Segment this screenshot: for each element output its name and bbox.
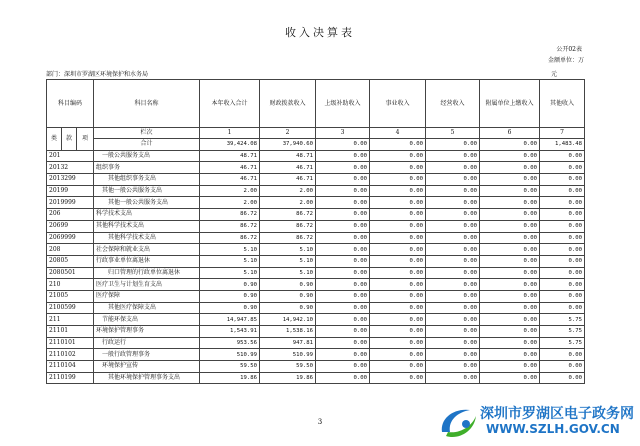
amount-cell: 0.00: [480, 349, 540, 361]
amount-cell: 5.10: [200, 267, 260, 279]
amount-cell: 0.00: [316, 255, 370, 267]
amount-cell: 0.00: [426, 174, 480, 186]
amount-cell: 510.99: [260, 349, 316, 361]
table-row: [47, 162, 585, 174]
table-row: [47, 220, 585, 232]
amount-cell: 0.00: [370, 337, 426, 349]
col-number: 1: [200, 128, 260, 139]
col-number: 5: [426, 128, 480, 139]
amount-cell: 5.10: [260, 267, 316, 279]
subject-code-cell: 2069999: [47, 232, 94, 244]
amount-cell: 0.00: [316, 220, 370, 232]
amount-cell: 0.00: [480, 302, 540, 314]
amount-cell: 0.00: [370, 174, 426, 186]
total-cell: 1,483.48: [540, 139, 585, 151]
col-header-kuan: 款: [62, 128, 77, 151]
table-row: [47, 244, 585, 256]
subject-code-cell: 2013299: [47, 174, 94, 186]
subject-code-cell: 208: [47, 244, 94, 256]
amount-cell: 0.00: [540, 361, 585, 373]
amount-cell: 0.00: [370, 244, 426, 256]
amount-cell: 0.00: [540, 290, 585, 302]
amount-cell: 0.00: [316, 361, 370, 373]
subject-code-cell: 20199: [47, 185, 94, 197]
table-row: [47, 372, 585, 384]
amount-cell: 0.90: [200, 290, 260, 302]
subject-name-cell: 环境保护管理事务: [94, 326, 200, 338]
amount-cell: 0.00: [370, 302, 426, 314]
amount-cell: 0.00: [480, 197, 540, 209]
total-cell: 0.00: [426, 139, 480, 151]
amount-cell: 5.10: [200, 244, 260, 256]
amount-cell: 0.00: [316, 267, 370, 279]
subject-code-cell: 2100599: [47, 302, 94, 314]
subject-name-cell: 归口管理的行政单位离退休: [94, 267, 200, 279]
table-row: [47, 197, 585, 209]
subject-name-cell: 其他科学技术支出: [94, 220, 200, 232]
amount-cell: 0.00: [316, 244, 370, 256]
subject-name-cell: 一般公共服务支出: [94, 150, 200, 162]
amount-cell: 14,947.85: [200, 314, 260, 326]
amount-cell: 0.00: [370, 349, 426, 361]
amount-cell: 0.00: [540, 232, 585, 244]
amount-cell: 86.72: [260, 209, 316, 221]
amount-cell: 0.00: [480, 232, 540, 244]
amount-cell: 5.10: [260, 255, 316, 267]
amount-cell: 0.00: [316, 326, 370, 338]
amount-cell: 0.00: [426, 314, 480, 326]
amount-cell: 0.00: [316, 279, 370, 291]
amount-cell: 0.00: [370, 314, 426, 326]
amount-cell: 0.00: [316, 209, 370, 221]
table-row: [47, 290, 585, 302]
amount-cell: 0.00: [426, 232, 480, 244]
amount-cell: 0.00: [540, 150, 585, 162]
amount-cell: 510.99: [200, 349, 260, 361]
subject-code-cell: 2110101: [47, 337, 94, 349]
amount-cell: 0.00: [480, 150, 540, 162]
amount-cell: 0.90: [260, 279, 316, 291]
amount-cell: 0.00: [426, 337, 480, 349]
amount-cell: 2.00: [260, 185, 316, 197]
col-header-xiang: 项: [77, 128, 94, 151]
subject-code-cell: 20805: [47, 255, 94, 267]
amount-cell: 0.00: [540, 372, 585, 384]
amount-cell: 86.72: [200, 220, 260, 232]
subject-name-cell: 其他环境保护管理事务支出: [94, 372, 200, 384]
amount-cell: 0.00: [426, 255, 480, 267]
col-header-business: 事业收入: [370, 80, 426, 128]
total-cell: 0.00: [316, 139, 370, 151]
amount-cell: 1,538.16: [260, 326, 316, 338]
amount-cell: 0.00: [370, 372, 426, 384]
table-row: [47, 267, 585, 279]
subject-name-cell: 其他一般公共服务支出: [94, 185, 200, 197]
subject-name-cell: 行政运行: [94, 337, 200, 349]
col-number: 6: [480, 128, 540, 139]
amount-cell: 0.00: [316, 162, 370, 174]
table-row: [47, 361, 585, 373]
table-row: [47, 209, 585, 221]
amount-cell: 2.00: [260, 197, 316, 209]
amount-unit-label: 金额单位：万: [547, 57, 584, 64]
amount-cell: 5.10: [260, 244, 316, 256]
amount-cell: 46.71: [260, 174, 316, 186]
col-number: 4: [370, 128, 426, 139]
col-number: 3: [316, 128, 370, 139]
amount-cell: 0.00: [426, 326, 480, 338]
total-row: [47, 139, 585, 151]
col-header-operating: 经营收入: [426, 80, 480, 128]
table-row: [47, 337, 585, 349]
subject-name-cell: 其他科学技术支出: [94, 232, 200, 244]
amount-cell: 0.00: [540, 302, 585, 314]
amount-cell: 0.00: [370, 326, 426, 338]
amount-cell: 0.00: [480, 244, 540, 256]
subject-name-cell: 社会保障和就业支出: [94, 244, 200, 256]
col-number: 7: [540, 128, 585, 139]
amount-cell: 0.00: [480, 174, 540, 186]
amount-cell: 0.00: [480, 361, 540, 373]
col-header-affiliated: 附属单位上缴收入: [480, 80, 540, 128]
amount-cell: 0.00: [316, 232, 370, 244]
amount-cell: 59.50: [200, 361, 260, 373]
amount-unit-continued: 元: [551, 71, 558, 78]
amount-cell: 0.00: [540, 209, 585, 221]
amount-cell: 947.81: [260, 337, 316, 349]
col-number: 2: [260, 128, 316, 139]
table-row: [47, 326, 585, 338]
subject-name-cell: 医疗卫生与计划生育支出: [94, 279, 200, 291]
amount-cell: 0.00: [480, 372, 540, 384]
subject-code-cell: 20699: [47, 220, 94, 232]
col-header-code: 科目编码: [47, 80, 94, 128]
amount-cell: 0.00: [540, 279, 585, 291]
amount-cell: 0.00: [426, 209, 480, 221]
total-cell: 0.00: [480, 139, 540, 151]
amount-cell: 46.71: [200, 162, 260, 174]
amount-cell: 0.00: [480, 267, 540, 279]
table-row: [47, 255, 585, 267]
subject-name-cell: 其他组织事务支出: [94, 174, 200, 186]
amount-cell: 0.90: [200, 302, 260, 314]
total-cell: 39,424.08: [200, 139, 260, 151]
watermark: [434, 400, 640, 444]
col-header-name: 科目名称: [94, 80, 200, 128]
col-header-lanci: 栏次: [94, 128, 200, 139]
amount-cell: 0.00: [480, 326, 540, 338]
amount-cell: 0.00: [540, 174, 585, 186]
total-label: 合计: [94, 139, 200, 151]
amount-cell: 0.00: [540, 220, 585, 232]
amount-cell: 0.00: [426, 197, 480, 209]
amount-cell: 1,543.91: [200, 326, 260, 338]
amount-cell: 0.00: [316, 302, 370, 314]
amount-cell: 0.00: [480, 209, 540, 221]
subject-code-cell: 211: [47, 314, 94, 326]
subject-name-cell: 行政事业单位离退休: [94, 255, 200, 267]
table-row: [47, 185, 585, 197]
amount-cell: 0.90: [260, 290, 316, 302]
table-row: [47, 302, 585, 314]
amount-cell: 0.00: [370, 290, 426, 302]
subject-name-cell: 医疗保障: [94, 290, 200, 302]
amount-cell: 0.00: [370, 255, 426, 267]
page-title: 收入决算表: [285, 26, 355, 39]
page-number: 3: [317, 418, 323, 426]
amount-cell: 2.00: [200, 197, 260, 209]
amount-cell: 0.00: [426, 349, 480, 361]
amount-cell: 0.00: [316, 372, 370, 384]
amount-cell: 0.00: [370, 209, 426, 221]
doc-code: 公开02表: [556, 46, 582, 53]
amount-cell: 86.72: [260, 232, 316, 244]
table-row: [47, 349, 585, 361]
amount-cell: 0.00: [540, 185, 585, 197]
watermark-url: WWW.SZLH.GOV.CN: [486, 422, 620, 436]
amount-cell: 0.90: [260, 302, 316, 314]
col-header-fiscal: 财政拨款收入: [260, 80, 316, 128]
amount-cell: 2.00: [200, 185, 260, 197]
amount-cell: 0.00: [426, 372, 480, 384]
amount-cell: 0.00: [316, 197, 370, 209]
amount-cell: 0.00: [480, 220, 540, 232]
subject-name-cell: 组织事务: [94, 162, 200, 174]
amount-cell: 59.50: [260, 361, 316, 373]
amount-cell: 0.00: [426, 162, 480, 174]
subject-code-cell: 210: [47, 279, 94, 291]
amount-cell: 5.10: [200, 255, 260, 267]
amount-cell: 0.00: [316, 349, 370, 361]
amount-cell: 0.00: [480, 185, 540, 197]
amount-cell: 0.00: [540, 162, 585, 174]
amount-cell: 0.00: [540, 197, 585, 209]
amount-cell: 86.72: [200, 209, 260, 221]
table-row: [47, 232, 585, 244]
amount-cell: 0.00: [426, 267, 480, 279]
table-row: [47, 174, 585, 186]
amount-cell: 0.00: [370, 361, 426, 373]
amount-cell: 0.00: [426, 244, 480, 256]
amount-cell: 0.00: [426, 220, 480, 232]
amount-cell: 0.00: [316, 150, 370, 162]
subject-code-cell: 21005: [47, 290, 94, 302]
department-label: 部门：深圳市罗湖区环境保护和水务局: [46, 71, 149, 78]
amount-cell: 0.00: [316, 314, 370, 326]
amount-cell: 0.00: [370, 150, 426, 162]
amount-cell: 0.00: [370, 267, 426, 279]
amount-cell: 0.00: [540, 244, 585, 256]
amount-cell: 0.00: [426, 150, 480, 162]
amount-cell: 0.00: [316, 185, 370, 197]
amount-cell: 0.00: [370, 185, 426, 197]
amount-cell: 48.71: [260, 150, 316, 162]
amount-cell: 5.75: [540, 326, 585, 338]
table-row: [47, 279, 585, 291]
subject-code-cell: 206: [47, 209, 94, 221]
income-table: [46, 79, 585, 384]
amount-cell: 0.00: [426, 361, 480, 373]
amount-cell: 0.00: [426, 302, 480, 314]
table-row: [47, 150, 585, 162]
amount-cell: 86.72: [260, 220, 316, 232]
subject-code-cell: 201: [47, 150, 94, 162]
swoosh-logo-icon: [436, 402, 480, 442]
amount-cell: 953.56: [200, 337, 260, 349]
amount-cell: 0.00: [316, 290, 370, 302]
amount-cell: 19.86: [200, 372, 260, 384]
subject-code-cell: 2110199: [47, 372, 94, 384]
subject-name-cell: 科学技术支出: [94, 209, 200, 221]
amount-cell: 14,942.10: [260, 314, 316, 326]
subject-name-cell: 其他一般公共服务支出: [94, 197, 200, 209]
amount-cell: 5.75: [540, 314, 585, 326]
amount-cell: 0.00: [370, 279, 426, 291]
amount-cell: 0.00: [540, 267, 585, 279]
amount-cell: 46.71: [260, 162, 316, 174]
amount-cell: 0.00: [370, 197, 426, 209]
table-row: [47, 314, 585, 326]
subject-name-cell: 其他医疗保障支出: [94, 302, 200, 314]
subject-code-cell: 2110102: [47, 349, 94, 361]
amount-cell: 0.00: [426, 279, 480, 291]
total-cell: 37,940.60: [260, 139, 316, 151]
amount-cell: 46.71: [200, 174, 260, 186]
amount-cell: 0.00: [480, 162, 540, 174]
amount-cell: 0.00: [480, 314, 540, 326]
subject-code-cell: 20132: [47, 162, 94, 174]
amount-cell: 0.00: [426, 290, 480, 302]
amount-cell: 0.00: [370, 162, 426, 174]
subject-name-cell: 一般行政管理事务: [94, 349, 200, 361]
amount-cell: 0.00: [540, 255, 585, 267]
amount-cell: 0.90: [200, 279, 260, 291]
amount-cell: 0.00: [540, 349, 585, 361]
col-header-other: 其他收入: [540, 80, 585, 128]
amount-cell: 0.00: [480, 290, 540, 302]
total-cell: 0.00: [370, 139, 426, 151]
subject-name-cell: 环境保护宣传: [94, 361, 200, 373]
subject-code-cell: 21101: [47, 326, 94, 338]
amount-cell: 0.00: [316, 174, 370, 186]
col-header-lei: 类: [47, 128, 62, 151]
amount-cell: 86.72: [200, 232, 260, 244]
col-header-total: 本年收入合计: [200, 80, 260, 128]
amount-cell: 19.86: [260, 372, 316, 384]
amount-cell: 0.00: [370, 220, 426, 232]
amount-cell: 0.00: [480, 337, 540, 349]
amount-cell: 0.00: [480, 255, 540, 267]
amount-cell: 48.71: [200, 150, 260, 162]
subject-code-cell: 2080501: [47, 267, 94, 279]
subject-name-cell: 节能环保支出: [94, 314, 200, 326]
amount-cell: 0.00: [480, 279, 540, 291]
table-body: [47, 150, 585, 384]
subject-code-cell: 2019999: [47, 197, 94, 209]
amount-cell: 0.00: [316, 337, 370, 349]
amount-cell: 0.00: [426, 185, 480, 197]
col-header-upper: 上级补助收入: [316, 80, 370, 128]
watermark-site-name: 深圳市罗湖区电子政务网: [480, 406, 634, 422]
subject-code-cell: 2110104: [47, 361, 94, 373]
amount-cell: 5.75: [540, 337, 585, 349]
amount-cell: 0.00: [370, 232, 426, 244]
